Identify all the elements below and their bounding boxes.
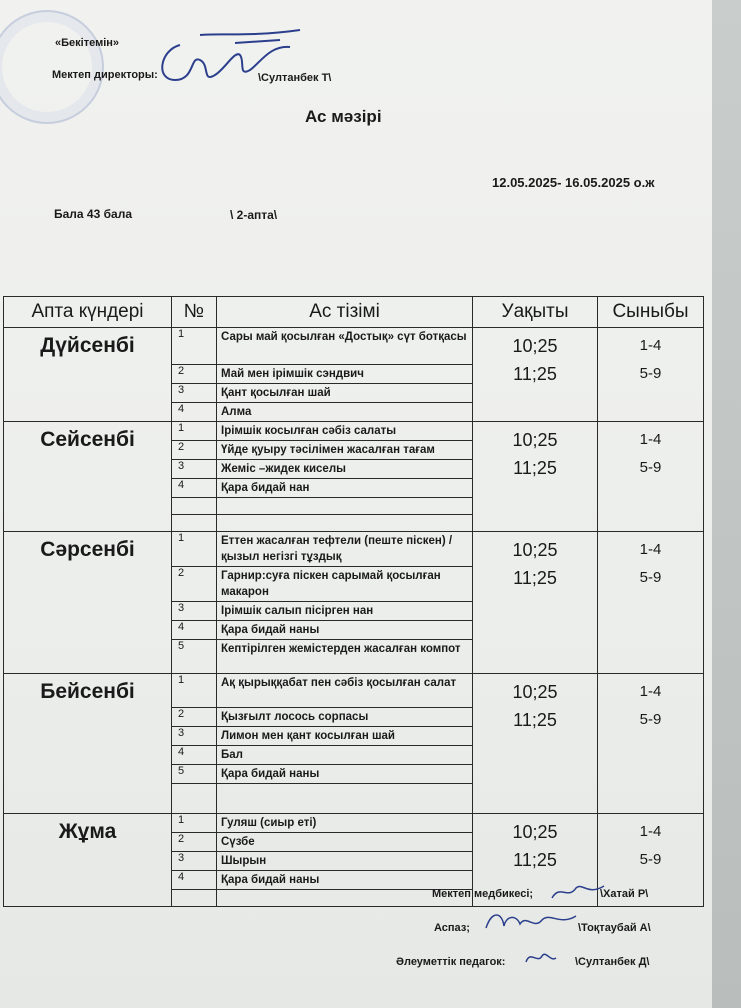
header-days: Апта күндері	[4, 297, 172, 328]
serving-time: 11;25	[513, 568, 557, 588]
menu-table	[3, 296, 704, 907]
class-range: 1-4	[639, 823, 662, 840]
class-cell	[598, 674, 704, 814]
table-header-row	[4, 297, 704, 328]
background-wall	[712, 0, 741, 1008]
approval-heading: «Бекітемін»	[55, 37, 120, 49]
header-time: Уақыты	[473, 297, 598, 328]
dish-number	[172, 890, 217, 907]
dish-number: 2	[172, 441, 217, 460]
dish-name: Қара бидай наны	[217, 765, 473, 784]
dish-name: Үйде қуыру тәсілімен жасалған тағам	[217, 441, 473, 460]
serving-time: 10;25	[512, 822, 558, 842]
class-cell	[598, 328, 704, 422]
serving-time: 11;25	[513, 850, 557, 870]
time-cell	[473, 422, 598, 532]
nurse-label: Мектеп медбикесі;	[432, 888, 534, 900]
week-label: \ 2-апта\	[230, 208, 278, 222]
class-range: 5-9	[639, 851, 662, 868]
dish-name: Гуляш (сиыр еті)	[217, 814, 473, 833]
serving-time: 10;25	[512, 682, 558, 702]
dish-number: 4	[172, 403, 217, 422]
dish-name: Сары май қосылған «Достық» сүт ботқасы	[217, 328, 473, 365]
table-row	[4, 422, 704, 441]
dish-name: Қант қосылған шай	[217, 384, 473, 403]
dish-name: Сүзбе	[217, 833, 473, 852]
dish-number: 3	[172, 384, 217, 403]
serving-time: 10;25	[512, 430, 558, 450]
dish-number: 4	[172, 746, 217, 765]
dish-name: Май мен ірімшік сэндвич	[217, 365, 473, 384]
header-number: №	[172, 297, 217, 328]
serving-time: 10;25	[512, 336, 558, 356]
table-row	[4, 328, 704, 365]
day-name: Сейсенбі	[4, 422, 172, 532]
dish-number: 3	[172, 727, 217, 746]
dish-name	[217, 498, 473, 515]
class-range: 5-9	[639, 365, 662, 382]
header-class: Сыныбы	[598, 297, 704, 328]
serving-time: 11;25	[513, 458, 557, 478]
dish-name: Ірімшік салып пісірген нан	[217, 602, 473, 621]
class-range: 1-4	[639, 337, 662, 354]
cook-name: \Тоқтаубай А\	[578, 922, 651, 934]
time-cell	[473, 328, 598, 422]
dish-name: Бал	[217, 746, 473, 765]
serving-time: 11;25	[513, 364, 557, 384]
day-name: Сәрсенбі	[4, 532, 172, 674]
table-row	[4, 814, 704, 833]
day-name: Бейсенбі	[4, 674, 172, 814]
dish-number: 3	[172, 852, 217, 871]
class-cell	[598, 532, 704, 674]
class-range: 1-4	[639, 431, 662, 448]
nurse-name: \Хатай Р\	[600, 888, 649, 900]
director-label: Мектеп директоры:	[52, 69, 158, 81]
header-dishes: Ас тізімі	[217, 297, 473, 328]
class-cell	[598, 422, 704, 532]
day-name: Дүйсенбі	[4, 328, 172, 422]
dish-number: 2	[172, 833, 217, 852]
class-range: 5-9	[639, 711, 662, 728]
dish-number: 1	[172, 328, 217, 365]
dish-name	[217, 515, 473, 532]
dish-number: 4	[172, 871, 217, 890]
dish-number: 1	[172, 814, 217, 833]
class-range: 1-4	[639, 541, 662, 558]
pedagogue-label: Әлеуметтік педагок:	[396, 956, 506, 968]
dish-number: 3	[172, 460, 217, 479]
dish-number	[172, 498, 217, 515]
dish-name: Қызғылт лосось сорпасы	[217, 708, 473, 727]
dish-name: Алма	[217, 403, 473, 422]
dish-name: Жеміс –жидек киселы	[217, 460, 473, 479]
dish-number: 1	[172, 422, 217, 441]
dish-name: Қара бидай наны	[217, 621, 473, 640]
dish-name	[217, 784, 473, 814]
table-row	[4, 674, 704, 708]
serving-time: 10;25	[512, 540, 558, 560]
day-name: Жұма	[4, 814, 172, 907]
dish-number: 3	[172, 602, 217, 621]
serving-time: 11;25	[513, 710, 557, 730]
director-signature	[140, 25, 310, 95]
dish-number: 2	[172, 365, 217, 384]
dish-number: 1	[172, 674, 217, 708]
dish-number: 5	[172, 765, 217, 784]
class-range: 5-9	[639, 459, 662, 476]
nurse-signature	[548, 880, 608, 904]
table-row	[4, 532, 704, 567]
class-range: 1-4	[639, 683, 662, 700]
children-count: Бала 43 бала	[54, 207, 132, 221]
date-period: 12.05.2025- 16.05.2025 о.ж	[492, 175, 655, 190]
dish-name: Қара бидай нан	[217, 479, 473, 498]
class-range: 5-9	[639, 569, 662, 586]
dish-number: 4	[172, 479, 217, 498]
cook-signature	[480, 906, 580, 936]
time-cell	[473, 674, 598, 814]
dish-number	[172, 784, 217, 814]
director-name: \Султанбек Т\	[258, 72, 332, 84]
dish-name: Шырын	[217, 852, 473, 871]
pedagogue-name: \Султанбек Д\	[575, 956, 650, 968]
dish-number: 2	[172, 567, 217, 602]
dish-name: Қара бидай наны	[217, 871, 473, 890]
dish-name: Лимон мен қант косылған шай	[217, 727, 473, 746]
dish-name: Гарнир:суға піскен сарымай қосылған макарон	[217, 567, 473, 602]
dish-number: 1	[172, 532, 217, 567]
dish-number: 4	[172, 621, 217, 640]
page-title: Ас мәзірі	[305, 107, 382, 126]
dish-number	[172, 515, 217, 532]
cook-label: Аспаз;	[434, 922, 470, 934]
pedagogue-signature	[522, 948, 558, 968]
dish-name: Кептірілген жемістерден жасалған компот	[217, 640, 473, 674]
dish-name: Еттен жасалған тефтели (пеште піскен) /қызыл негізгі тұздық	[217, 532, 473, 567]
time-cell	[473, 532, 598, 674]
dish-name: Ақ қырыққабат пен сәбіз қосылған салат	[217, 674, 473, 708]
dish-name: Ірімшік косылған сәбіз салаты	[217, 422, 473, 441]
dish-number: 2	[172, 708, 217, 727]
dish-number: 5	[172, 640, 217, 674]
